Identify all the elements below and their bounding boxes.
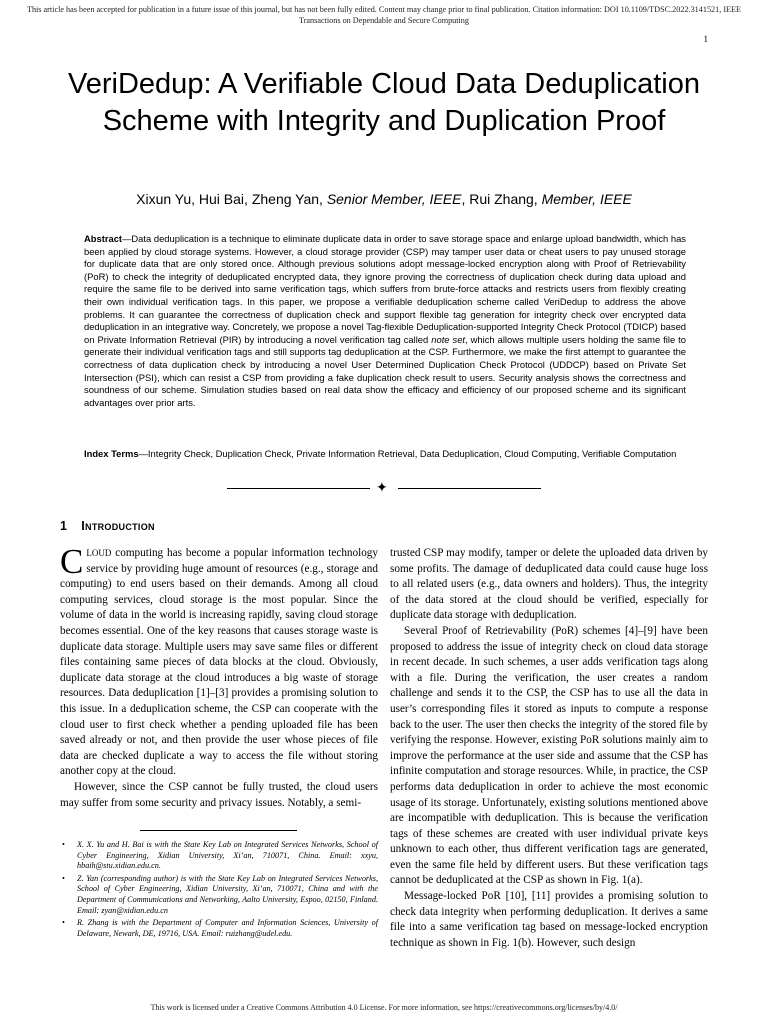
page-number: 1 — [703, 34, 708, 44]
section-divider-left — [227, 488, 370, 489]
abstract-text-2: , which allows multiple users holding the same file to generate their individual verification tags and still supports tag deduplication at the CSP. Furthermore, we make the first attempt to guarantee the correctness of data duplication check by introducing a novel User Determined Duplication Check Protocol (UDDCP) based on Private Set Intersection (PSI), which can resist a CSP from providing a fake duplication check result to users. Security analysis shows the correctness and soundness of our scheme. Simulation studies based on real data show the efficacy and efficiency of our proposed scheme and its significant advantages over prior arts. — [84, 333, 686, 408]
drop-cap-word-rest: LOUD — [86, 548, 112, 558]
footnote-rule — [140, 830, 297, 831]
footnote-text: R. Zhang is with the Department of Computer and Information Sciences, University of Delaware, Newark, DE, 19716, USA. Email: ruizhang@udel.edu. — [77, 918, 378, 938]
right-column — [390, 546, 708, 951]
intro-paragraph-1 — [60, 542, 378, 780]
bullet-icon: • — [62, 840, 65, 849]
drop-cap: C — [60, 542, 84, 581]
intro-paragraph-2: However, since the CSP cannot be fully trusted, the cloud users may suffer from some security and privacy issues. Notably, a semi- — [60, 780, 378, 809]
left-column — [60, 542, 378, 811]
abstract-text-1: —Data deduplication is a technique to eliminate duplicate data in order to save storage space and enlarge upload bandwidth, which has been applied by cloud storage systems. However, a cloud storage provider (CSP) may tamper user data or cheat users to pay unused storage for duplicate data that are only stored once. Although previous solutions adopt message-locked encryption along with Proof of Retrievability (PoR) to check the integrity of deduplicated encrypted data, they ignore proving the correctness of duplication check during data upload and require the same file to be derived into same verification tags, which suffers from brute-force attacks and restricts users from flexibly creating their own individual verification tags. In this paper, we propose a verifiable deduplication scheme called VeriDedup to address the above problems. It can guarantee the correctness of duplication check and support flexible tag generation for integrity check over encrypted data deduplication in an integrative way. Concretely, we propose a novel Tag-flexible Deduplication-supported Integrity Check Protocol (TDICP) based on Private Information Retrieval (PIR) by introducing a novel verification tag called — [84, 233, 686, 345]
index-terms — [84, 448, 686, 461]
publication-notice-line2: Transactions on Dependable and Secure Computing — [298, 16, 469, 25]
divider-ornament-icon: ✦ — [376, 480, 388, 496]
section-heading — [60, 519, 155, 533]
publication-notice-line1: This article has been accepted for publication in a future issue of this journal, but has not been fully edited. Content may change prior to final publication. Citation information: DOI 10.1109/TDSC.2022.3141521, IEEE — [26, 5, 742, 14]
section-number: 1 — [60, 519, 68, 533]
author-role-2: Member, IEEE — [541, 191, 632, 207]
license-footer: This work is licensed under a Creative Commons Attribution 4.0 License. For more information, see https://creativecommons.org/licenses/by/4.0/ — [150, 1003, 618, 1012]
index-terms-text: —Integrity Check, Duplication Check, Private Information Retrieval, Data Deduplication, Cloud Computing, Verifiable Computation — [138, 448, 677, 459]
author-list — [60, 190, 708, 208]
right-paragraph-3: Message-locked PoR [10], [11] provides a promising solution to check data integrity when performing deduplication. It derives a same file into a same verification tag based on message-locked encryption technique as shown in Fig. 1(b). However, such design — [390, 890, 708, 949]
index-terms-label: Index Terms — [84, 448, 139, 459]
footnotes — [60, 840, 378, 941]
footnote-item — [60, 874, 378, 916]
paper-title: VeriDedup: A Verifiable Cloud Data Deduplication Scheme with Integrity and Duplication Proof — [68, 68, 700, 137]
footnote-item — [60, 918, 378, 939]
abstract-label: Abstract — [84, 233, 123, 244]
section-title: Introduction — [81, 519, 155, 533]
authors-part1: Xixun Yu, Hui Bai, Zheng Yan, — [136, 191, 327, 207]
right-paragraph-1: trusted CSP may modify, tamper or delete the uploaded data driven by some profits. The damage of deduplicated data could cause huge loss to all related users (e.g., data owners and holders). Thus, the integrity of the data stored at the cloud should be verified, especially for duplicate data storage with deduplication. — [390, 547, 708, 622]
footnote-text: X. X. Yu and H. Bai is with the State Key Lab on Integrated Services Networks, School of Cyber Engineering, Xidian University, Xi’an, 710071, China. Email: xxyu, hbaih@stu.xidian.edu.cn. — [77, 840, 378, 871]
publication-notice — [18, 4, 750, 26]
abstract-italic: note set — [431, 333, 466, 345]
right-paragraph-2: Several Proof of Retrievability (PoR) schemes [4]–[9] have been proposed to address the issue of integrity check on cloud data storage in recent decade. In such schemes, a user adds verification tags along with a file. During the verification, the user creates a random challenge and sends it to the CSP, the CSP has to use all the data in user’s corresponding files it stored as inputs to compute a response back to the user. The user then checks the integrity of the stored file by verifying the response. However, existing PoR solutions mainly aim to improve the performance at the user side and assume that the CSP has infinite computation and storage resources. While, in practice, the CSP performs data deduplication in order to achieve the most economic usage of its storage. Unfortunately, existing solutions mentioned above are incompatible with deduplication. This is because the verification tags of these schemes are created with user individual private keys unknown to each other, thus different verification tags are generated, even the same file held by different users. But these verification tags cannot be deduplicated at the CSP as shown in Fig. 1(a). — [390, 624, 708, 887]
intro-paragraph-1-text: computing has become a popular information technology service by providing huge amount of resources (e.g., storage and computing) to end users based on their demands. Among all cloud computing services, cloud storage is the most popular. Since the volume of data in the world is increasing rapidly, saving cloud storage becomes essential. One of the key reasons that causes storage waste is duplicate data storage. Multiple users may save same files or different files containing same pieces of data blocks at the cloud. Obviously, duplicate data storage at the cloud introduces a big waste of storage resources. Data deduplication [1]–[3] provides a promising solution to this issue. In a deduplication scheme, the CSP can cooperate with the cloud user to first check whether a pending uploaded file has been saved already or not, and then provide the user whose pieces of file data are checked duplicate a way to access the file without storing another copy at the cloud. — [60, 547, 378, 778]
authors-part2: , Rui Zhang, — [461, 191, 542, 207]
bullet-icon: • — [62, 918, 65, 928]
footnote-text: Z. Yan (corresponding author) is with the State Key Lab on Integrated Services Networks, School of Cyber Engineering, Xidian University, Xi’an, 710071, China and with the Department of Communications and Networking, Aalto University, Espoo, 02150, Finland. Email: zyan@xidian.edu.cn — [77, 873, 378, 915]
section-divider-right — [398, 488, 541, 489]
footnote-item — [60, 840, 378, 872]
author-role-1: Senior Member, IEEE — [326, 191, 462, 207]
bullet-icon: • — [62, 873, 65, 883]
abstract — [84, 233, 686, 409]
